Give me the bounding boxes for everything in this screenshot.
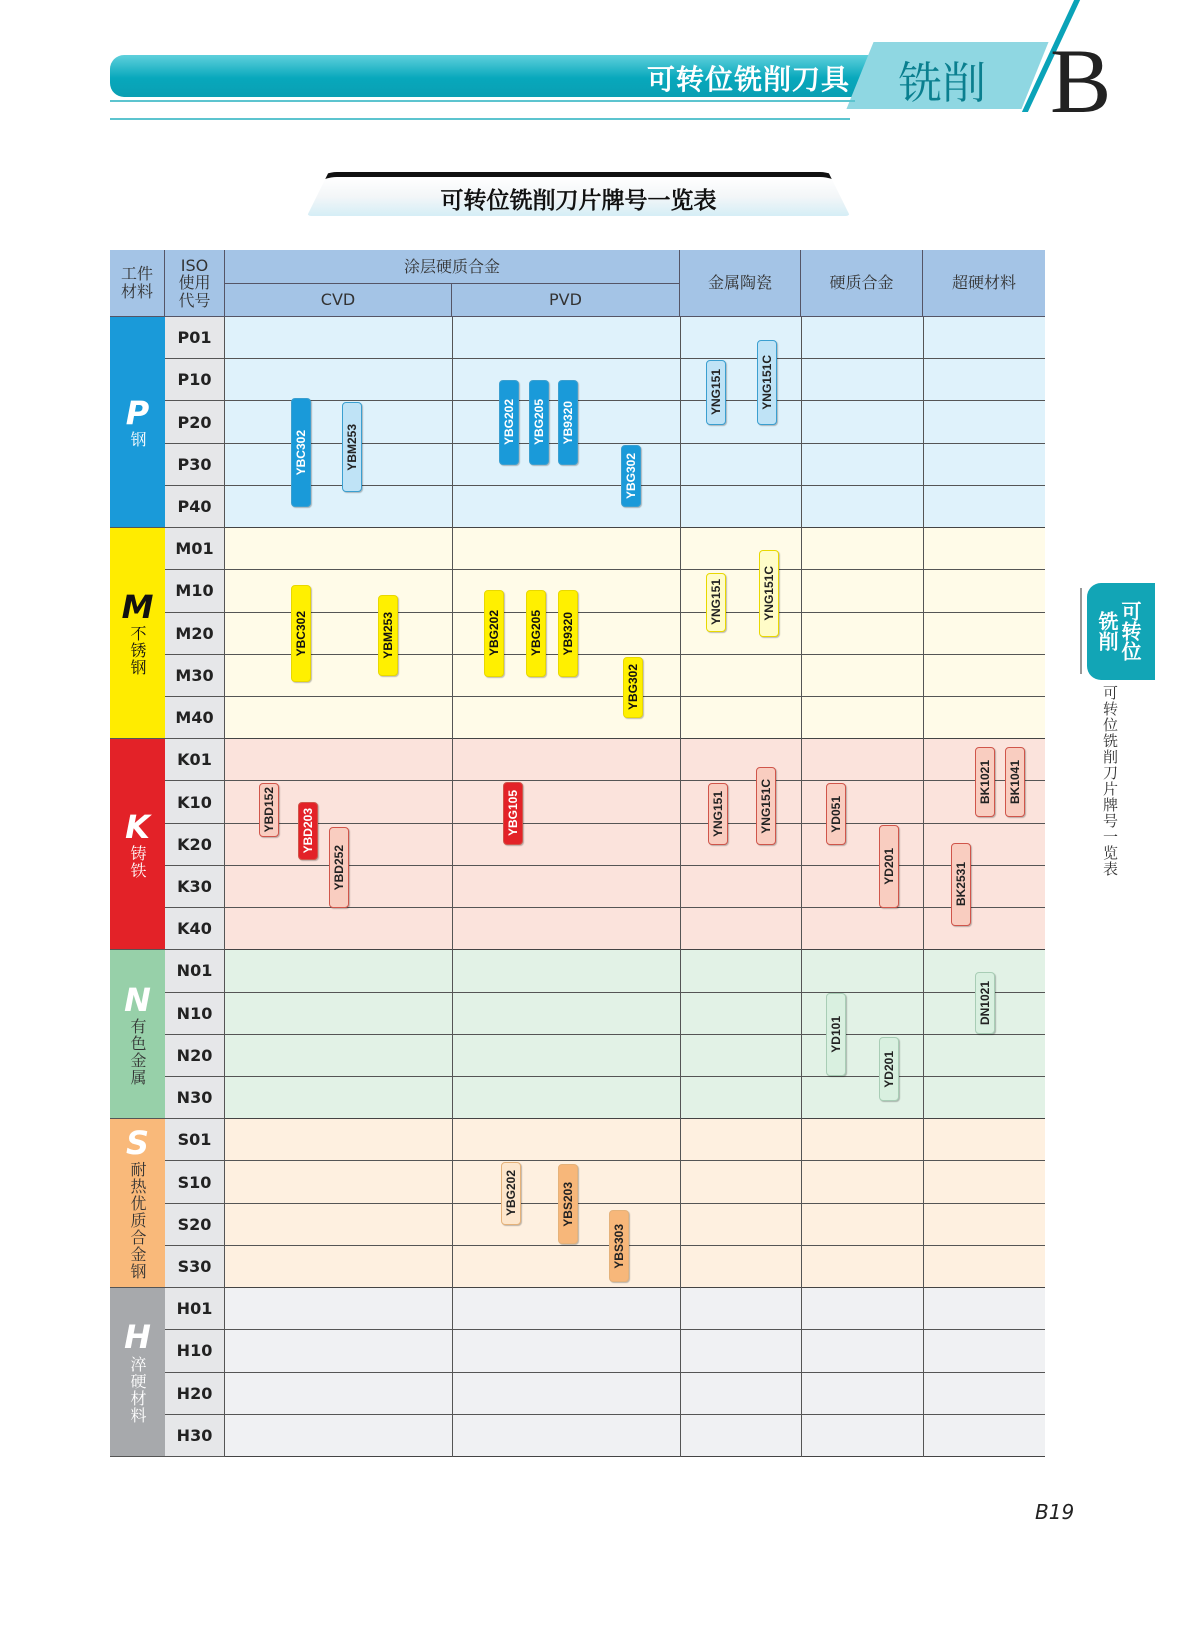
iso-code-cell: H30: [165, 1415, 225, 1457]
grade-label: YBS203: [561, 1181, 575, 1227]
table-row: [225, 1415, 1045, 1457]
grade-label: YD101: [829, 1016, 843, 1053]
header-rule: [110, 100, 855, 102]
table-row: [225, 610, 1045, 657]
material-letter: S: [125, 1124, 150, 1163]
grade-bar-ybg202[interactable]: [501, 1162, 521, 1225]
grade-bar-ybg302[interactable]: [623, 657, 643, 718]
table-row: [225, 1330, 1045, 1372]
grade-bar-ybd152[interactable]: [259, 783, 279, 837]
iso-code-cell: S10: [165, 1161, 225, 1203]
grade-bar-yng151[interactable]: [708, 783, 728, 845]
table-row: [225, 908, 1045, 950]
grade-label: YBG302: [626, 664, 640, 711]
column-divider: [452, 317, 453, 1457]
grade-bar-yng151c[interactable]: [759, 550, 779, 637]
grade-bar-ybc302[interactable]: [291, 398, 311, 507]
iso-code-cell: M01: [165, 528, 225, 570]
header-carbide: 硬质合金: [801, 250, 923, 317]
header-cvd: CVD: [225, 284, 452, 317]
table-row: [225, 993, 1045, 1035]
table-row: [225, 359, 1045, 401]
iso-code-cell: H10: [165, 1330, 225, 1372]
side-tab-label-1: 铣削: [1095, 611, 1119, 651]
grade-bar-yd201[interactable]: [879, 825, 899, 908]
grade-bar-yd101[interactable]: [826, 993, 846, 1076]
grade-bar-bk2531[interactable]: [951, 843, 971, 926]
grade-label: DN1021: [978, 980, 992, 1026]
grade-bar-yd201[interactable]: [879, 1037, 899, 1101]
header-material: 工件 材料: [110, 250, 165, 317]
iso-code-cell: M30: [165, 655, 225, 697]
material-name: 不锈钢: [128, 625, 147, 677]
table-row: [225, 1373, 1045, 1415]
iso-code-cell: M40: [165, 697, 225, 739]
grade-label: YNG151C: [759, 778, 773, 834]
material-letter: H: [124, 1318, 151, 1357]
table-row: [225, 1288, 1045, 1330]
side-tab-rule: [1080, 588, 1082, 674]
grade-label: YD201: [882, 1050, 896, 1088]
material-name: 耐热优质合金钢: [128, 1161, 147, 1281]
iso-code-cell: N20: [165, 1035, 225, 1077]
header-coated-carbide: 涂层硬质合金: [225, 250, 680, 284]
grade-bar-ybd203[interactable]: [298, 802, 318, 860]
grade-label: YNG151: [711, 790, 725, 838]
iso-code-cell: N01: [165, 950, 225, 992]
iso-code-cell: K20: [165, 824, 225, 866]
material-letter: P: [125, 393, 150, 432]
grade-bar-ybg205[interactable]: [529, 380, 549, 465]
grade-bar-ybg202[interactable]: [484, 590, 504, 677]
table-row: [225, 781, 1045, 823]
material-letter: K: [125, 807, 150, 846]
iso-code-cell: S20: [165, 1204, 225, 1246]
iso-code-cell: K40: [165, 908, 225, 950]
material-cell-m: [110, 528, 165, 739]
grade-bar-ybc302[interactable]: [291, 585, 311, 682]
grade-label: BK2531: [954, 862, 968, 907]
grade-label: YBD252: [332, 844, 346, 891]
grade-label: YNG151C: [762, 566, 776, 621]
iso-code-cell: P40: [165, 486, 225, 528]
grade-bar-ybg105[interactable]: [503, 782, 523, 845]
iso-code-cell: P10: [165, 359, 225, 401]
column-divider: [923, 317, 924, 1457]
table-row: [225, 1204, 1045, 1246]
grade-label: YBG205: [532, 399, 546, 446]
grade-bar-ybg302[interactable]: [621, 445, 641, 507]
grade-label: YBG302: [624, 452, 638, 500]
grade-label: YBG202: [504, 1170, 518, 1217]
page-number: B19: [1035, 1500, 1075, 1524]
iso-code-cell: H20: [165, 1373, 225, 1415]
material-name: 淬硬材料: [128, 1355, 147, 1424]
column-divider: [801, 317, 802, 1457]
iso-code-cell: M20: [165, 613, 225, 655]
header-title: 可转位铣削刀具: [646, 63, 850, 96]
grade-label: YBG105: [506, 790, 520, 837]
table-row: [225, 570, 1045, 612]
table-row: [225, 950, 1045, 992]
table-row: [225, 1119, 1045, 1161]
grade-label: YBC302: [294, 610, 308, 657]
grade-label: YBS303: [612, 1223, 626, 1269]
section-label: 铣削: [898, 58, 986, 109]
iso-code-cell: K10: [165, 781, 225, 823]
grade-table: [110, 250, 1045, 1457]
grade-label: YB9320: [561, 400, 575, 445]
material-cell-k: [110, 739, 165, 950]
grade-label: YD201: [882, 848, 896, 885]
iso-code-cell: N30: [165, 1077, 225, 1119]
grade-bar-yb9320[interactable]: [558, 590, 578, 677]
grade-label: YNG151: [709, 369, 723, 416]
table-row: [225, 1246, 1045, 1288]
table-row: [225, 739, 1045, 781]
grade-label: YBC302: [294, 429, 308, 476]
header-pvd: PVD: [452, 284, 680, 317]
iso-code-cell: H01: [165, 1288, 225, 1330]
grade-bar-ybm253[interactable]: [378, 595, 398, 676]
side-caption: 可转位铣削刀片牌号一览表: [1101, 685, 1119, 877]
iso-code-cell: S01: [165, 1119, 225, 1161]
grade-label: YBG202: [502, 399, 516, 446]
iso-code-cell: M10: [165, 570, 225, 612]
table-title: 可转位铣削刀片牌号一览表: [440, 188, 717, 214]
grade-bar-ybg205[interactable]: [526, 590, 546, 677]
table-row: [225, 528, 1045, 570]
grade-bar-ybm253[interactable]: [342, 402, 362, 492]
grade-label: YD051: [829, 795, 843, 833]
material-cell-s: [110, 1119, 165, 1288]
grade-bar-yd051[interactable]: [826, 783, 846, 845]
grade-label: YBD152: [262, 787, 276, 833]
header-cermet: 金属陶瓷: [680, 250, 801, 317]
iso-code-cell: P01: [165, 317, 225, 359]
table-row: [225, 1161, 1045, 1203]
iso-code-cell: S30: [165, 1246, 225, 1288]
table-row: [225, 1077, 1045, 1119]
grade-bar-ybs303[interactable]: [609, 1210, 629, 1282]
material-letter: M: [121, 588, 154, 627]
grade-label: YBM253: [381, 612, 395, 659]
grade-bar-yb9320[interactable]: [558, 380, 578, 465]
grade-label: YNG151: [709, 579, 723, 626]
grade-label: YNG151C: [760, 355, 774, 410]
table-row: [225, 1035, 1045, 1077]
grade-bar-ybs203[interactable]: [558, 1164, 578, 1244]
grade-bar-yng151c[interactable]: [756, 767, 776, 845]
iso-code-cell: P30: [165, 444, 225, 486]
grade-label: BK1021: [978, 759, 992, 805]
grade-label: YBG205: [529, 610, 543, 657]
side-tab-label-2: 可转位: [1118, 601, 1142, 661]
grade-bar-yng151c[interactable]: [757, 340, 777, 425]
grade-label: BK1041: [1008, 759, 1022, 805]
iso-code-cell: K30: [165, 866, 225, 908]
material-cell-n: [110, 950, 165, 1119]
table-row: [225, 317, 1045, 359]
header-rule: [110, 118, 850, 120]
grade-bar-bk1021[interactable]: [975, 747, 995, 817]
header-superhard: 超硬材料: [923, 250, 1045, 317]
chapter-letter: B: [1050, 30, 1112, 132]
material-name: 有色金属: [128, 1017, 147, 1086]
grade-bar-yng151[interactable]: [706, 360, 726, 425]
grade-bar-yng151[interactable]: [706, 573, 726, 632]
material-name: 钢: [128, 431, 147, 449]
grade-label: YBG202: [487, 610, 501, 657]
grade-label: YB9320: [561, 611, 575, 656]
iso-code-cell: K01: [165, 739, 225, 781]
grade-bar-ybg202[interactable]: [499, 380, 519, 465]
side-tab-milling[interactable]: [1087, 583, 1155, 680]
material-name: 铸铁: [128, 844, 147, 879]
iso-code-cell: P20: [165, 401, 225, 443]
header-iso: ISO 使用 代号: [165, 250, 225, 317]
iso-code-cell: N10: [165, 993, 225, 1035]
grade-bar-bk1041[interactable]: [1005, 747, 1025, 817]
material-cell-h: [110, 1288, 165, 1457]
grade-label: YBD203: [301, 808, 315, 854]
material-cell-p: [110, 317, 165, 528]
grade-bar-dn1021[interactable]: [975, 972, 995, 1034]
grade-bar-ybd252[interactable]: [329, 827, 349, 908]
column-divider: [680, 317, 681, 1457]
grade-label: YBM253: [345, 423, 359, 471]
material-letter: N: [124, 980, 151, 1019]
